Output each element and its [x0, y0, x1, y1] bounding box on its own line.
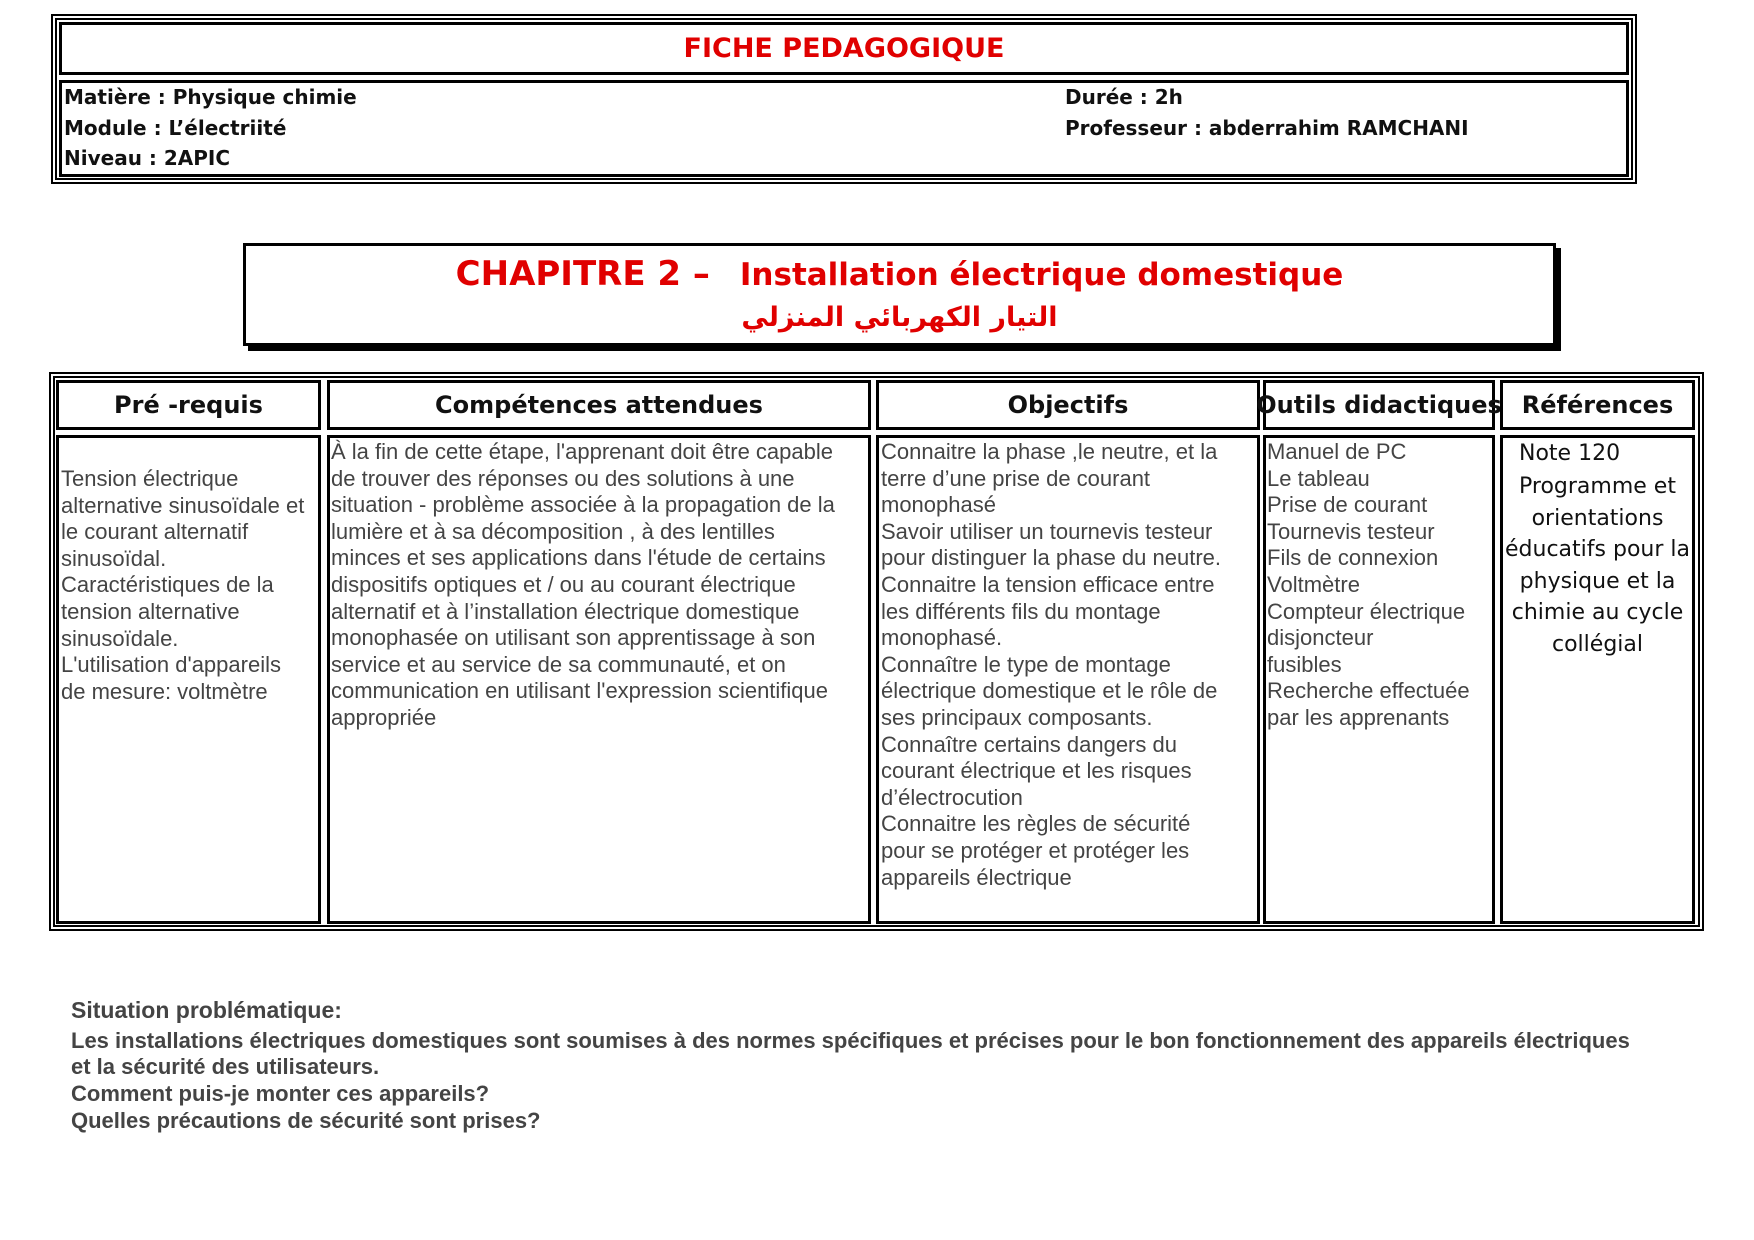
header-competences: Compétences attendues [327, 380, 871, 430]
header-outils: Outils didactiques [1263, 380, 1495, 430]
professeur-label: Professeur : abderrahim RAMCHANI [1065, 116, 1469, 140]
chapter-heading [243, 254, 1556, 294]
chapter-title: Installation électrique domestique [739, 257, 1344, 293]
chapter-number: CHAPITRE 2 – [455, 254, 710, 294]
situation-title: Situation problématique: [71, 997, 342, 1023]
header-prerequis: Pré -requis [56, 380, 321, 430]
situation-question-1: Comment puis-je monter ces appareils? [71, 1081, 490, 1106]
objectifs-text: Connaitre la phase ,le neutre, et la terre d’une prise de courant monophasé Savoir utiliser un tournevis testeur pour distinguer la phase du neutre. Connaitre la tension efficace entre les différents fils du montage monophasé. Connaître le type de montage électrique domestique et le rôle de ses principaux composants. Connaître certains dangers du courant électrique et les risques d’électrocution Connaitre les règles de sécurité pour se protéger et protéger les appareils électrique [881, 439, 1222, 890]
prerequis-text: Tension électrique alternative sinusoïdale et le courant alternatif sinusoïdal. Caractéristiques de la tension alternative sinusoïdale. L'utilisation d'appareils de mesure: voltmètre [61, 466, 305, 704]
chapter-arabic-title: التيار الكهربائي المنزلي [741, 302, 1058, 333]
page-title: FICHE PEDAGOGIQUE [683, 33, 1005, 64]
module-label: Module : L’électriité [64, 116, 287, 140]
competences-text: À la fin de cette étape, l'apprenant doit être capable de trouver des réponses ou des solutions à une situation - problème associée à la propagation de la lumière et à sa décomposition , à des lentilles minces et ses applications dans l'étude de certains dispositifs optiques et / ou au courant électrique alternatif et à l’installation électrique domestique monophasée on utilisant son apprentissage à son service et au service de sa communauté, et on communication en utilisant l'expression scientifique appropriée [331, 439, 835, 730]
header-objectifs: Objectifs [876, 380, 1260, 430]
references-note: Note 120 [1519, 441, 1621, 466]
references-text: Programme et orientations éducatifs pour la physique et la chimie au cycle collégial [1505, 474, 1690, 657]
outils-text: Manuel de PC Le tableau Prise de courant Tournevis testeur Fils de connexion Voltmètre Compteur électrique disjoncteur fusibles Recherche effectuée par les apprenants [1267, 439, 1470, 730]
situation-line-2: et la sécurité des utilisateurs. [71, 1054, 380, 1079]
niveau-label: Niveau : 2APIC [64, 146, 231, 170]
header-references: Références [1500, 380, 1695, 430]
situation-question-2: Quelles précautions de sécurité sont prises? [71, 1108, 541, 1133]
situation-line-1: Les installations électriques domestiques sont soumises à des normes spécifiques et précises pour le bon fonctionnement des appareils électriques [71, 1028, 1630, 1053]
matiere-label: Matière : Physique chimie [64, 85, 357, 109]
duree-label: Durée : 2h [1065, 85, 1183, 109]
